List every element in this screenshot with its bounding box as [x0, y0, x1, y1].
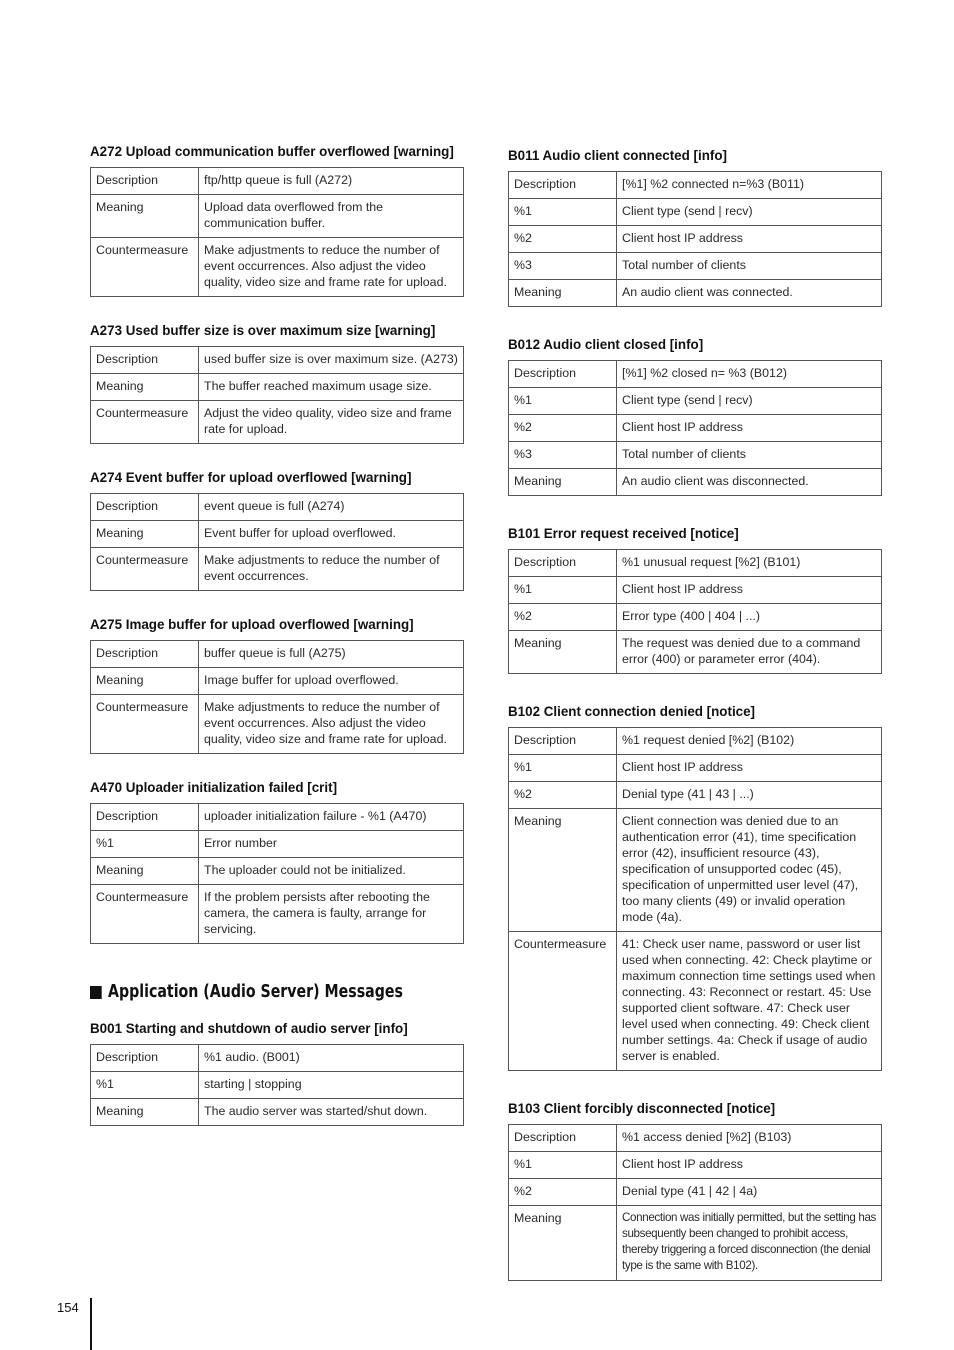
row-value: An audio client was disconnected.: [617, 469, 882, 496]
table-row: [91, 668, 464, 695]
row-value: Error type (400 | 404 | ...): [617, 604, 882, 631]
message-table: [90, 1044, 464, 1126]
row-key: %3: [509, 253, 617, 280]
message-table: [508, 727, 882, 1071]
row-value: Image buffer for upload overflowed.: [199, 668, 464, 695]
table-row: [91, 1099, 464, 1126]
row-key: %1: [91, 1072, 199, 1099]
row-key: Description: [509, 1125, 617, 1152]
table-row: [91, 804, 464, 831]
row-key: %1: [509, 755, 617, 782]
row-value: %1 request denied [%2] (B102): [617, 728, 882, 755]
row-value: Client host IP address: [617, 1152, 882, 1179]
message-table: [90, 640, 464, 754]
table-row: [91, 238, 464, 297]
row-key: Description: [91, 804, 199, 831]
row-value: Client host IP address: [617, 415, 882, 442]
row-value: Adjust the video quality, video size and frame rate for upload.: [199, 401, 464, 444]
row-key: %1: [91, 831, 199, 858]
table-row: [509, 199, 882, 226]
row-value: Client type (send | recv): [617, 388, 882, 415]
message-title: B011 Audio client connected [info]: [508, 148, 727, 163]
row-key: Countermeasure: [91, 238, 199, 297]
message-table: [90, 346, 464, 444]
row-key: Description: [509, 172, 617, 199]
table-row: [509, 728, 882, 755]
row-key: %2: [509, 604, 617, 631]
table-row: [509, 280, 882, 307]
section-heading: [90, 980, 427, 1004]
row-value: Client connection was denied due to an authentication error (41), time specification error (42), insufficient resource (43), specification of unsupported codec (45), specification of unpermitted user level (47), too many clients (49) or invalid operation mode (4a).: [617, 809, 882, 932]
row-key: %2: [509, 415, 617, 442]
row-key: Meaning: [91, 521, 199, 548]
row-key: %2: [509, 782, 617, 809]
row-key: Description: [91, 641, 199, 668]
message-table: [90, 493, 464, 591]
left-column: [90, 118, 464, 1126]
message-title: A272 Upload communication buffer overflowed [warning]: [90, 144, 454, 159]
row-value: event queue is full (A274): [199, 494, 464, 521]
row-value: Client host IP address: [617, 577, 882, 604]
row-value: The request was denied due to a command error (400) or parameter error (404).: [617, 631, 882, 674]
table-row: [91, 1072, 464, 1099]
table-row: [91, 831, 464, 858]
row-key: Countermeasure: [91, 401, 199, 444]
row-key: %1: [509, 199, 617, 226]
message-title: B102 Client connection denied [notice]: [508, 704, 756, 719]
row-key: Meaning: [509, 1206, 617, 1281]
row-key: %2: [509, 226, 617, 253]
message-title: A273 Used buffer size is over maximum size [warning]: [90, 323, 436, 338]
row-value: Error number: [199, 831, 464, 858]
row-value: Connection was initially permitted, but the setting has subsequently been changed to prohibit access, thereby triggering a forced disconnection (the denial type is the same with B102).: [617, 1206, 882, 1281]
message-block: [508, 146, 882, 307]
row-value: Client type (send | recv): [617, 199, 882, 226]
row-value: uploader initialization failure - %1 (A470): [199, 804, 464, 831]
table-row: [509, 631, 882, 674]
row-value: %1 unusual request [%2] (B101): [617, 550, 882, 577]
table-row: [509, 442, 882, 469]
row-key: Meaning: [509, 809, 617, 932]
message-title: B101 Error request received [notice]: [508, 526, 739, 541]
message-block: [508, 702, 882, 1071]
row-key: Description: [509, 728, 617, 755]
left-message-blocks: [90, 142, 464, 944]
message-block: [90, 615, 464, 754]
message-table: [90, 167, 464, 297]
table-row: [509, 388, 882, 415]
message-title: A275 Image buffer for upload overflowed [warning]: [90, 617, 414, 632]
table-row: [509, 226, 882, 253]
table-row: [509, 1179, 882, 1206]
row-key: %3: [509, 442, 617, 469]
row-key: Meaning: [91, 195, 199, 238]
message-title: B012 Audio client closed [info]: [508, 337, 704, 352]
section-title: Application (Audio Server) Messages: [108, 982, 403, 1002]
table-row: [91, 195, 464, 238]
row-value: [%1] %2 closed n= %3 (B012): [617, 361, 882, 388]
row-value: Total number of clients: [617, 442, 882, 469]
message-table: [508, 171, 882, 307]
page-number-rule: [90, 1298, 92, 1350]
row-key: Description: [509, 361, 617, 388]
table-row: [91, 885, 464, 944]
row-key: Meaning: [91, 374, 199, 401]
row-value: Total number of clients: [617, 253, 882, 280]
row-value: The uploader could not be initialized.: [199, 858, 464, 885]
table-row: [509, 604, 882, 631]
row-value: Upload data overflowed from the communication buffer.: [199, 195, 464, 238]
message-block: [90, 468, 464, 591]
square-bullet-icon: [90, 986, 102, 999]
row-key: Meaning: [91, 858, 199, 885]
message-title: B001 Starting and shutdown of audio server [info]: [90, 1021, 408, 1036]
message-block: [90, 142, 464, 297]
row-value: used buffer size is over maximum size. (A273): [199, 347, 464, 374]
b001-message-block: [90, 1019, 464, 1126]
table-row: [509, 1125, 882, 1152]
row-value: %1 audio. (B001): [199, 1045, 464, 1072]
table-row: [91, 1045, 464, 1072]
row-value: buffer queue is full (A275): [199, 641, 464, 668]
row-value: %1 access denied [%2] (B103): [617, 1125, 882, 1152]
table-row: [509, 172, 882, 199]
table-row: [91, 521, 464, 548]
right-column: [508, 118, 882, 1281]
row-key: Meaning: [509, 469, 617, 496]
row-key: Countermeasure: [91, 548, 199, 591]
message-block: [508, 524, 882, 674]
message-block: [508, 335, 882, 496]
table-row: [91, 548, 464, 591]
message-table: [508, 360, 882, 496]
row-key: Countermeasure: [509, 932, 617, 1071]
table-row: [509, 809, 882, 932]
message-block: [90, 1019, 464, 1126]
row-value: Client host IP address: [617, 226, 882, 253]
table-row: [91, 858, 464, 885]
row-key: Description: [91, 494, 199, 521]
row-value: Denial type (41 | 42 | 4a): [617, 1179, 882, 1206]
row-key: Description: [91, 347, 199, 374]
row-value: If the problem persists after rebooting the camera, the camera is faulty, arrange for servicing.: [199, 885, 464, 944]
table-row: [509, 415, 882, 442]
message-block: [508, 1099, 882, 1281]
row-key: %1: [509, 1152, 617, 1179]
section-spacer: [90, 944, 464, 980]
row-value: An audio client was connected.: [617, 280, 882, 307]
row-key: Meaning: [91, 1099, 199, 1126]
table-row: [91, 374, 464, 401]
message-block: [90, 778, 464, 944]
table-row: [509, 550, 882, 577]
message-title: A470 Uploader initialization failed [crit]: [90, 780, 338, 795]
table-row: [509, 932, 882, 1071]
row-key: Meaning: [91, 668, 199, 695]
table-row: [509, 755, 882, 782]
row-value: Denial type (41 | 43 | ...): [617, 782, 882, 809]
table-row: [509, 1206, 882, 1281]
table-row: [509, 1152, 882, 1179]
row-key: %1: [509, 388, 617, 415]
table-row: [91, 494, 464, 521]
message-table: [508, 1124, 882, 1281]
message-table: [90, 803, 464, 944]
table-row: [91, 641, 464, 668]
table-row: [91, 401, 464, 444]
message-title: A274 Event buffer for upload overflowed [warning]: [90, 470, 412, 485]
row-value: Make adjustments to reduce the number of event occurrences.: [199, 548, 464, 591]
row-value: Make adjustments to reduce the number of event occurrences. Also adjust the video quality, video size and frame rate for upload.: [199, 695, 464, 754]
table-row: [509, 782, 882, 809]
row-key: Countermeasure: [91, 695, 199, 754]
row-value: The buffer reached maximum usage size.: [199, 374, 464, 401]
table-row: [509, 469, 882, 496]
message-table: [508, 549, 882, 674]
row-value: starting | stopping: [199, 1072, 464, 1099]
row-value: [%1] %2 connected n=%3 (B011): [617, 172, 882, 199]
row-key: Description: [509, 550, 617, 577]
message-title: B103 Client forcibly disconnected [notice]: [508, 1101, 776, 1116]
page-number: 154: [57, 1300, 79, 1315]
table-row: [91, 168, 464, 195]
table-row: [91, 347, 464, 374]
row-value: Make adjustments to reduce the number of event occurrences. Also adjust the video quality, video size and frame rate for upload.: [199, 238, 464, 297]
table-row: [509, 577, 882, 604]
message-block: [90, 321, 464, 444]
row-key: Description: [91, 1045, 199, 1072]
row-value: Event buffer for upload overflowed.: [199, 521, 464, 548]
right-message-blocks: [508, 146, 882, 1281]
table-row: [91, 695, 464, 754]
row-key: Countermeasure: [91, 885, 199, 944]
row-value: ftp/http queue is full (A272): [199, 168, 464, 195]
row-value: The audio server was started/shut down.: [199, 1099, 464, 1126]
table-row: [509, 253, 882, 280]
table-row: [509, 361, 882, 388]
row-key: %2: [509, 1179, 617, 1206]
row-key: Meaning: [509, 280, 617, 307]
row-key: Description: [91, 168, 199, 195]
row-value: Client host IP address: [617, 755, 882, 782]
row-value: 41: Check user name, password or user list used when connecting. 42: Check playtime or maximum connection time settings used when connecting. 43: Reconnect or restart. 45: Use supported client software. 47: Check user level used when connecting. 49: Check client number settings. 4a: Check if usage of audio server is enabled.: [617, 932, 882, 1071]
row-key: Meaning: [509, 631, 617, 674]
row-key: %1: [509, 577, 617, 604]
